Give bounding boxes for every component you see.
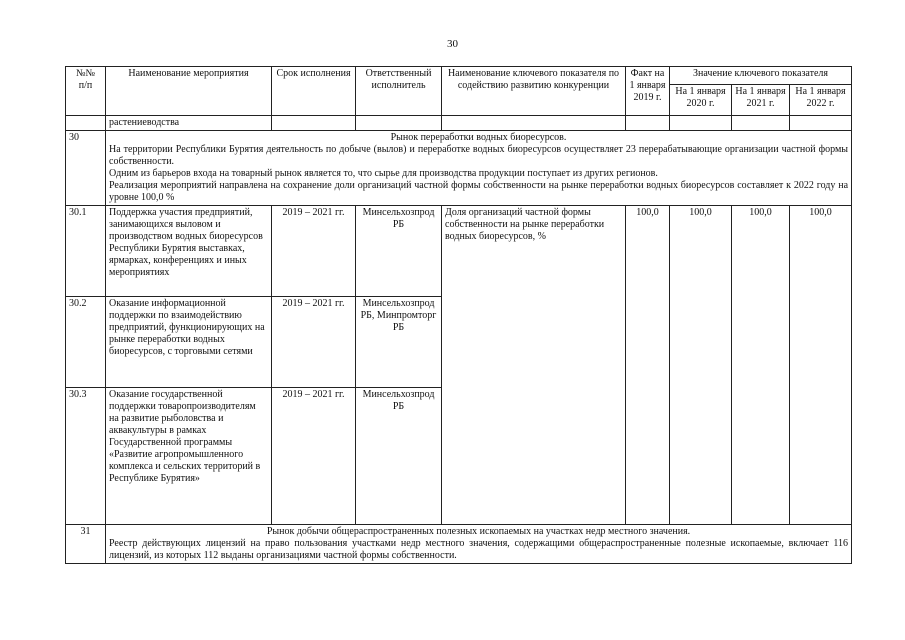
section-31-num: 31 [66, 525, 106, 564]
row-name: Поддержка участия предприятий, занимающихся выловом и производством водных биоресурсов Республики Бурятия выставках, ярмарках, конференциях и иных мероприятиях [106, 206, 272, 297]
section-30-paragraph-2: Одним из барьеров входа на товарный рынок является то, что сырье для производства продукции поступает из других регионов. [109, 168, 658, 179]
header-responsible: Ответственный исполнитель [356, 67, 442, 116]
page-number: 30 [447, 38, 458, 50]
indicator-name: Доля организаций частной формы собственности на рынке переработки водных биоресурсов, % [442, 206, 626, 525]
carry-over-row [66, 116, 852, 131]
row-num: 30.2 [66, 297, 106, 388]
row-num: 30.3 [66, 388, 106, 525]
indicator-2020: 100,0 [670, 206, 732, 525]
indicator-fact: 100,0 [626, 206, 670, 525]
row-responsible: Минсельхозпрод РБ [356, 206, 442, 297]
header-num: №№ п/п [66, 67, 106, 116]
section-30-num: 30 [66, 131, 106, 206]
section-30-row [66, 131, 852, 206]
row-name: Оказание информационной поддержки по взаимодействию предприятий, функционирующих на рынке переработки водных биоресурсов, с торговыми сетями [106, 297, 272, 388]
row-responsible: Минсельхозпрод РБ [356, 388, 442, 525]
header-value-group: Значение ключевого показателя [670, 67, 852, 85]
header-term: Срок исполнения [272, 67, 356, 116]
carry-over-text: растениеводства [106, 116, 272, 131]
row-name: Оказание государственной поддержки товаропроизводителям на развитие рыболовства и аквакультуры в рамках Государственной программы «Развитие агропромышленного комплекса и сельских территорий в Республике Бурятия» [106, 388, 272, 525]
row-responsible: Минсельхозпрод РБ, Минпромторг РБ [356, 297, 442, 388]
row-term: 2019 – 2021 гг. [272, 297, 356, 388]
indicator-2022: 100,0 [790, 206, 852, 525]
section-31-paragraph-1: Реестр действующих лицензий на право пользования участками недр местного значения, содержащими общераспространенные полезные ископаемые, включает 116 лицензий, из которых 112 выданы организациями частной формы собственности. [109, 538, 849, 561]
header-2021: На 1 января 2021 г. [732, 84, 790, 116]
section-31-row [66, 525, 852, 564]
indicator-2021: 100,0 [732, 206, 790, 525]
header-2022: На 1 января 2022 г. [790, 84, 852, 116]
row-term: 2019 – 2021 гг. [272, 388, 356, 525]
header-fact: Факт на 1 января 2019 г. [626, 67, 670, 116]
header-name: Наименование мероприятия [106, 67, 272, 116]
row-term: 2019 – 2021 гг. [272, 206, 356, 297]
header-indicator: Наименование ключевого показателя по содействию развитию конкуренции [442, 67, 626, 116]
table-row [66, 206, 852, 297]
section-30-paragraph-3: Реализация мероприятий направлена на сохранение доли организаций частной формы собственности на рынке переработки водных биоресурсов составляет к 2022 году на уровне 100,0 % [109, 180, 849, 203]
row-num: 30.1 [66, 206, 106, 297]
section-30-paragraph-1: На территории Республики Бурятия деятельность по добыче (вылов) и переработке водных биоресурсов осуществляет 23 перерабатывающие организации частной формы собственности. [109, 144, 849, 167]
section-31-title: Рынок добычи общераспространенных полезных ископаемых на участках недр местного значения. [266, 526, 691, 537]
table-header-row [66, 67, 852, 85]
header-2020: На 1 января 2020 г. [670, 84, 732, 116]
measures-table [65, 66, 852, 564]
section-30-title: Рынок переработки водных биоресурсов. [390, 132, 567, 143]
